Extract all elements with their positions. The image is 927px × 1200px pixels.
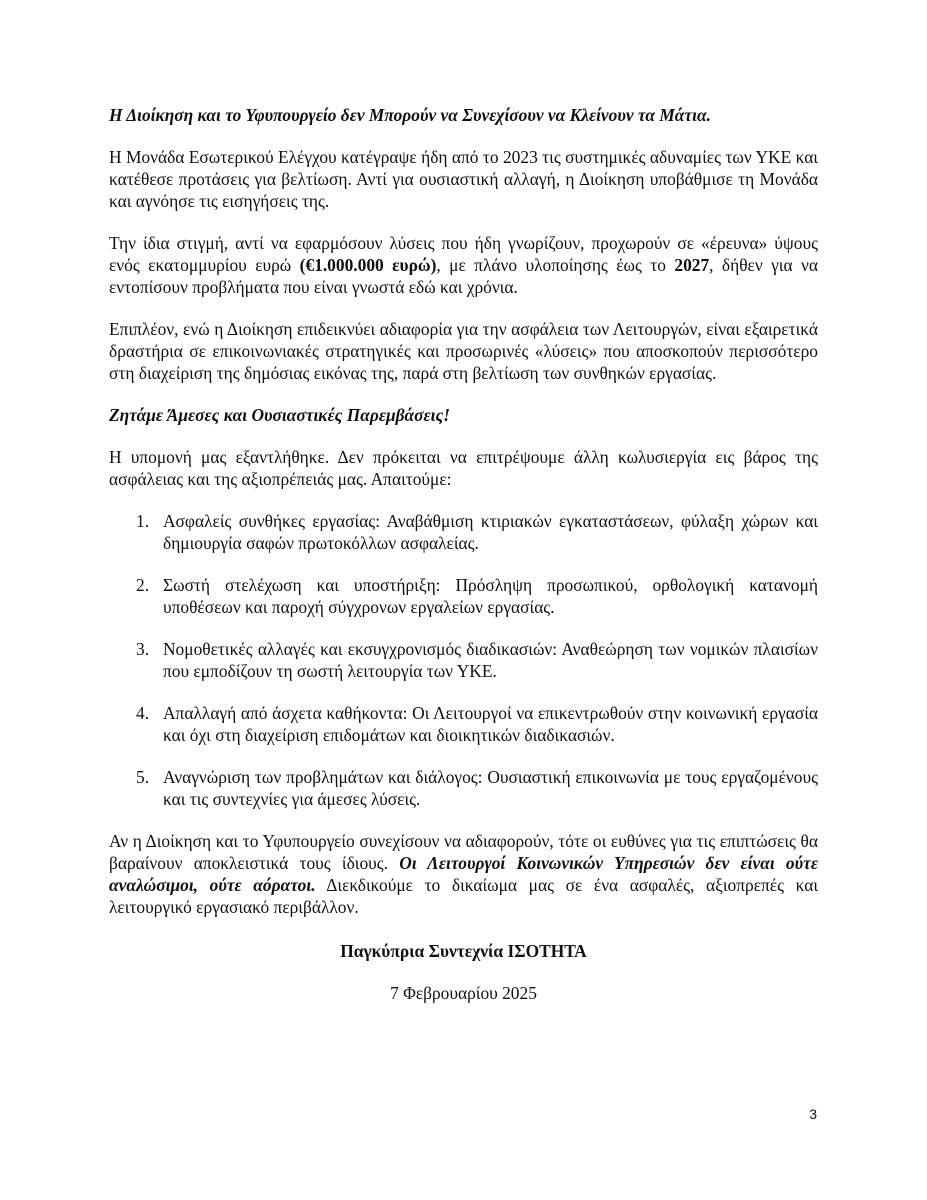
list-item [109, 510, 818, 554]
paragraph-5-text-b: Διεκδικούμε το δικαίωμα μας σε ένα ασφαλές, αξιοπρεπές και λειτουργικό εργασιακό περιβάλλον. [109, 875, 818, 917]
paragraph-3: Επιπλέον, ενώ η Διοίκηση επιδεικνύει αδιαφορία για την ασφάλεια των Λειτουργών, είναι εξαιρετικά δραστήρια σε επικοινωνιακές στρατηγικές και προσωρινές «λύσεις» που αποσκοπούν περισσότερο στη διαχείριση της δημόσιας εικόνας της, παρά στη βελτίωση των συνθηκών εργασίας. [109, 319, 818, 383]
page-number: 3 [809, 1106, 817, 1122]
demands-list [109, 510, 818, 810]
document-body [109, 104, 818, 1004]
paragraph-2-amount: (€1.000.000 ευρώ) [299, 255, 437, 275]
paragraph-2-text-c: , δήθεν για να εντοπίσουν προβλήματα που είναι γνωστά εδώ και χρόνια. [109, 255, 818, 297]
list-item-text: Νομοθετικές αλλαγές και εκσυγχρονισμός διαδικασιών: Αναθεώρηση των νομικών πλαισίων που εμποδίζουν τη σωστή λειτουργία των ΥΚΕ. [163, 639, 818, 681]
paragraph-1: Η Μονάδα Εσωτερικού Ελέγχου κατέγραψε ήδη από το 2023 τις συστημικές αδυναμίες των ΥΚΕ και κατέθεσε προτάσεις για βελτίωση. Αντί για ουσιαστική αλλαγή, η Διοίκηση υποβάθμισε τη Μονάδα και αγνόησε τις εισηγήσεις της. [109, 147, 818, 211]
paragraph-2 [109, 232, 818, 298]
list-item-text: Ασφαλείς συνθήκες εργασίας: Αναβάθμιση κτιριακών εγκαταστάσεων, φύλαξη χώρων και δημιουργία σαφών πρωτοκόλλων ασφαλείας. [163, 511, 818, 553]
list-item-number: 1. [136, 511, 150, 531]
paragraph-2-year: 2027 [674, 255, 710, 275]
list-item [109, 702, 818, 746]
signature: Παγκύπρια Συντεχνία ΙΣΟΤΗΤΑ [340, 941, 587, 961]
paragraph-2-text-b: , με πλάνο υλοποίησης έως το [436, 255, 675, 275]
list-item-number: 3. [136, 639, 150, 659]
section-heading-2: Ζητάμε Άμεσες και Ουσιαστικές Παρεμβάσεις! [109, 405, 451, 425]
list-item [109, 638, 818, 682]
paragraph-5-emphasis: Οι Λειτουργοί Κοινωνικών Υπηρεσιών δεν είναι ούτε αναλώσιμοι, ούτε αόρατοι. [109, 853, 818, 895]
list-item-text: Σωστή στελέχωση και υποστήριξη: Πρόσληψη προσωπικού, ορθολογική κατανομή υποθέσεων και παροχή σύγχρονων εργαλείων εργασίας. [163, 575, 818, 617]
list-item-number: 4. [136, 703, 150, 723]
paragraph-4: Η υπομονή μας εξαντλήθηκε. Δεν πρόκειται να επιτρέψουμε άλλη κωλυσιεργία εις βάρος της ασφάλειας και της αξιοπρέπειάς μας. Απαιτούμε: [109, 447, 818, 489]
list-item-text: Απαλλαγή από άσχετα καθήκοντα: Οι Λειτουργοί να επικεντρωθούν στην κοινωνική εργασία και όχι στη διαχείριση επιδομάτων και διοικητικών διαδικασιών. [163, 703, 818, 745]
date: 7 Φεβρουαρίου 2025 [390, 983, 537, 1003]
list-item-text: Αναγνώριση των προβλημάτων και διάλογος: Ουσιαστική επικοινωνία με τους εργαζομένους και τις συντεχνίες για άμεσες λύσεις. [163, 767, 818, 809]
paragraph-2-text-a: Την ίδια στιγμή, αντί να εφαρμόσουν λύσεις που ήδη γνωρίζουν, προχωρούν σε «έρευνα» ύψους ενός εκατομμυρίου ευρώ [109, 233, 818, 275]
paragraph-5-text-a: Αν η Διοίκηση και το Υφυπουργείο συνεχίσουν να αδιαφορούν, τότε οι ευθύνες για τις επιπτώσεις θα βαραίνουν αποκλειστικά τους ίδιους. [109, 831, 818, 873]
list-item-number: 2. [136, 575, 150, 595]
list-item-number: 5. [136, 767, 150, 787]
list-item [109, 574, 818, 618]
section-heading-1: Η Διοίκηση και το Υφυπουργείο δεν Μπορούν να Συνεχίσουν να Κλείνουν τα Μάτια. [109, 105, 711, 125]
list-item [109, 766, 818, 810]
paragraph-5 [109, 830, 818, 918]
